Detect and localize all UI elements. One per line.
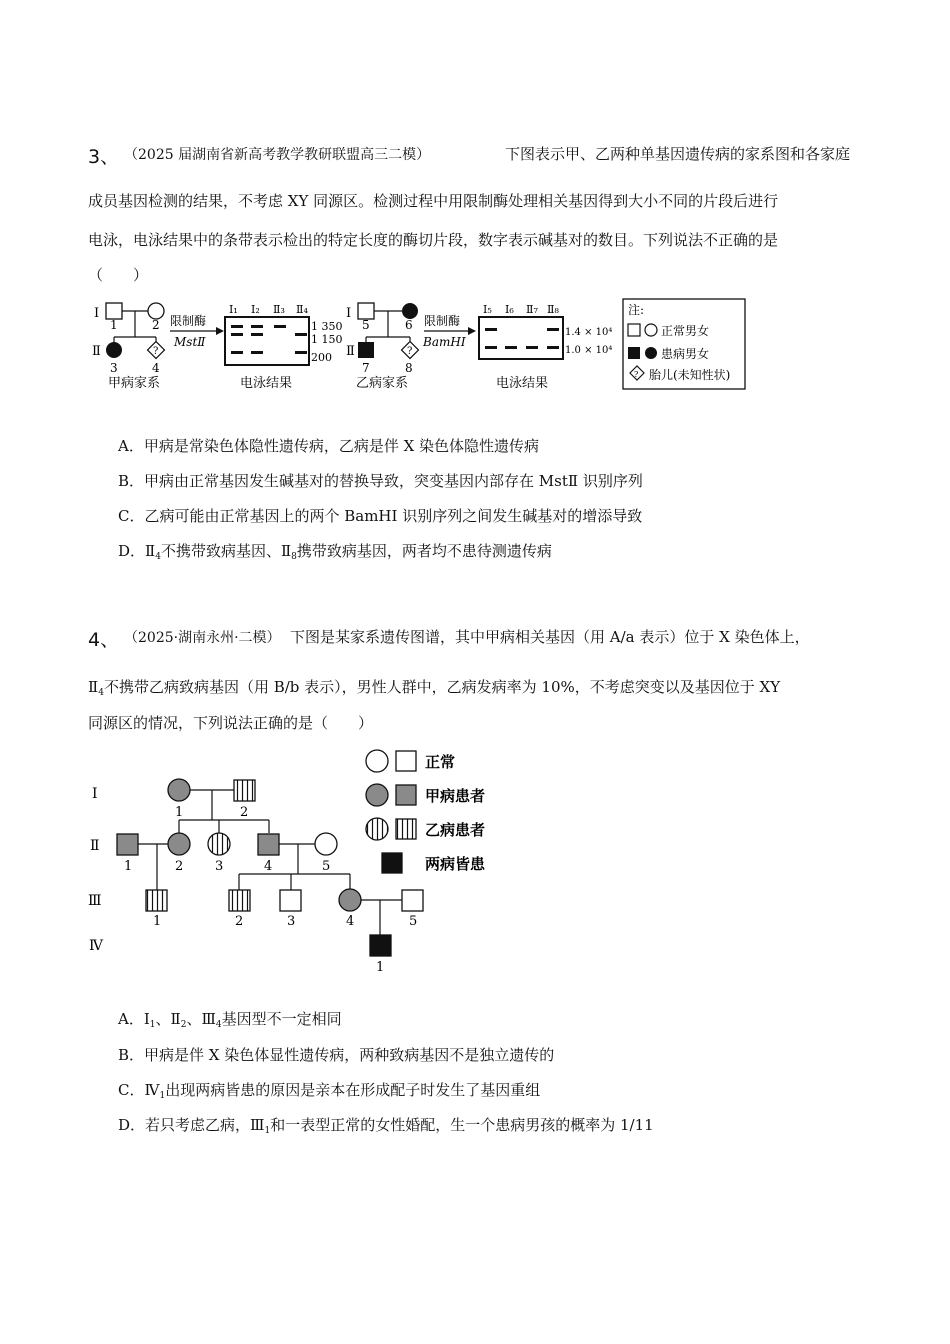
q3-label-6: 6 <box>405 318 413 332</box>
gel1-band <box>231 351 243 354</box>
gel1-caption: 电泳结果 <box>240 376 293 391</box>
q4-I2-yi-male <box>234 780 255 801</box>
q4-gen-I: Ⅰ <box>92 786 98 802</box>
gel1-band <box>251 333 263 336</box>
q3-gen-II-label: Ⅱ <box>92 344 101 359</box>
q3-option-D-sub: 4 <box>155 552 161 562</box>
q3-option-B[interactable]: B．甲病由正常基因发生碱基对的替换导致，突变基因内部存在 MstⅡ 识别序列 <box>118 472 643 490</box>
question-4-source: （2025·湖南永州·二模） <box>124 630 281 646</box>
gel1-band <box>274 325 286 328</box>
q3-label-7: 7 <box>362 361 370 375</box>
q3-option-D[interactable] <box>118 540 552 561</box>
q3-family2-gen-I: Ⅰ <box>346 306 352 321</box>
q3-pedigree-figure <box>88 295 748 395</box>
q3-family1-caption: 甲病家系 <box>108 376 161 391</box>
note-fetus: 胎儿(未知性状) <box>649 368 731 382</box>
q4-III4-jia-female <box>339 889 361 911</box>
q4-option-A-text: 、Ⅱ <box>155 1010 181 1028</box>
gel1-band <box>251 351 263 354</box>
q3-enzyme-label-2: 限制酶 <box>424 314 461 328</box>
q3-label-3: 3 <box>110 361 118 375</box>
gel2-band <box>526 346 538 349</box>
note-fetus-mark: ? <box>634 370 639 379</box>
note-affected: 患病男女 <box>661 347 710 361</box>
gel1-size-200: 200 <box>311 351 332 364</box>
question-4-line2 <box>88 676 780 697</box>
gel2-lane-8: Ⅱ₈ <box>547 303 559 316</box>
gel1-lane-4: Ⅱ₄ <box>296 303 308 316</box>
question-4-line3: 同源区的情况，下列说法正确的是（ ） <box>88 714 374 732</box>
question-3-line1: 下图表示甲、乙两种单基因遗传病的家系图和各家庭 <box>505 145 851 163</box>
q4-gen-II: Ⅱ <box>90 838 100 854</box>
q4-II4-label: 4 <box>264 859 273 874</box>
q4-III5-normal-male <box>402 890 423 911</box>
question-3-line2: 成员基因检测的结果，不考虑 XY 同源区。检测过程中用限制酶处理相关基因得到大小不同的片段后进行 <box>88 192 779 210</box>
q3-female-2 <box>148 303 164 319</box>
gel2-band <box>547 346 559 349</box>
q4-option-C[interactable] <box>118 1079 540 1100</box>
q4-IV1-label: 1 <box>376 960 385 975</box>
q4-II5-normal-female <box>315 833 337 855</box>
q3-enzyme-bamh: BamHⅠ <box>423 335 466 349</box>
q3-label-1: 1 <box>110 318 118 332</box>
gel1-size-1150: 1 150 <box>311 333 343 346</box>
q3-enzyme-mst: MstⅡ <box>174 335 206 349</box>
q4-option-A-sub: 1 <box>149 1020 156 1030</box>
gel2-lane-7: Ⅱ₇ <box>526 303 538 316</box>
gel2-lane-6: Ⅰ₆ <box>505 303 514 316</box>
q3-male-1 <box>106 303 122 319</box>
q4-III4-label: 4 <box>346 914 355 929</box>
q4-II4-jia-male <box>258 834 279 855</box>
gel1-band <box>295 333 307 336</box>
q4-I1-label: 1 <box>175 805 184 820</box>
q3-option-C[interactable]: C．乙病可能由正常基因上的两个 BamHⅠ 识别序列之间发生碱基对的增添导致 <box>118 507 643 525</box>
legend-jia: 甲病患者 <box>425 787 486 805</box>
q4-option-D-text: 和一表型正常的女性婚配，生一个患病男孩的概率为 1/11 <box>270 1116 654 1134</box>
q3-note-legend <box>623 299 745 389</box>
q3-label-2: 2 <box>152 318 160 332</box>
q4-I2-label: 2 <box>240 805 249 820</box>
q3-option-D-sub: 8 <box>291 552 297 562</box>
q3-enzyme-label-1: 限制酶 <box>170 314 207 328</box>
q3-option-D-text: 携带致病基因，两者均不患待测遗传病 <box>296 542 552 560</box>
q4-option-A-text: 基因型不一定相同 <box>221 1010 342 1028</box>
q3-male-7-affected <box>358 342 374 358</box>
q4-option-C-sub: 1 <box>159 1091 166 1101</box>
q3-gen-I-label: Ⅰ <box>94 306 100 321</box>
q3-gel-2 <box>479 303 612 391</box>
question-3-number: 3、 <box>88 146 120 168</box>
legend-yi: 乙病患者 <box>425 821 486 839</box>
q4-gen-IV: Ⅳ <box>89 938 103 954</box>
gel1-band <box>251 325 263 328</box>
q4-III5-label: 5 <box>409 914 418 929</box>
q4-option-C-text: C．Ⅳ <box>118 1081 160 1099</box>
gel1-lane-2: Ⅰ₂ <box>251 303 260 316</box>
q4-line2-sub: 4 <box>98 688 104 698</box>
gel2-size-1: 1.4 × 10⁴ <box>565 327 613 338</box>
q3-fetus-mark-8: ? <box>407 346 413 357</box>
question-4-number: 4、 <box>88 629 120 651</box>
gel2-band <box>505 346 517 349</box>
q4-IV1-both-male <box>370 935 391 956</box>
q4-legend <box>366 750 486 873</box>
q3-gel-1 <box>225 303 343 391</box>
q3-female-3-affected <box>106 342 122 358</box>
q4-option-A-text: A．I <box>118 1010 150 1028</box>
q4-III2-label: 2 <box>235 914 244 929</box>
gel2-lane-5: Ⅰ₅ <box>483 303 492 316</box>
q4-option-A-sub: 4 <box>215 1020 222 1030</box>
q4-gen-III: Ⅲ <box>88 893 102 909</box>
q4-option-A-sub: 2 <box>180 1020 187 1030</box>
legend-both: 两病皆患 <box>425 855 486 873</box>
q3-option-D-text: 不携带致病基因、Ⅱ <box>160 542 292 560</box>
q4-II3-yi-female <box>208 833 230 855</box>
gel1-lane-3: Ⅱ₃ <box>273 303 285 316</box>
gel1-lane-1: Ⅰ₁ <box>229 303 238 316</box>
q4-option-D-sub: 1 <box>264 1126 271 1136</box>
q4-I1-jia-female <box>168 779 190 801</box>
q3-female-6-affected <box>402 303 418 319</box>
q4-II3-label: 3 <box>215 859 224 874</box>
q4-line2-text: Ⅱ <box>88 678 99 696</box>
q4-option-A-text: 、Ⅲ <box>186 1010 216 1028</box>
gel2-band <box>485 346 497 349</box>
q3-label-4: 4 <box>152 361 160 375</box>
q4-option-D-text: D．若只考虑乙病，Ⅲ <box>118 1116 265 1134</box>
q4-option-C-text: 出现两病皆患的原因是亲本在形成配子时发生了基因重组 <box>165 1081 541 1099</box>
q4-III3-label: 3 <box>287 914 296 929</box>
q3-label-8: 8 <box>405 361 413 375</box>
q3-option-D-text: D．Ⅱ <box>118 542 156 560</box>
question-3-source: （2025 届湖南省新高考教学教研联盟高三二模） <box>124 147 431 163</box>
q4-III1-yi-male <box>146 890 167 911</box>
gel1-band <box>231 325 243 328</box>
note-title: 注: <box>628 303 645 317</box>
q4-II5-label: 5 <box>322 859 331 874</box>
q4-option-B[interactable]: B．甲病是伴 X 染色体显性遗传病，两种致病基因不是独立遗传的 <box>118 1046 555 1064</box>
q3-family2-gen-II: Ⅱ <box>346 344 355 359</box>
q4-pedigree-figure <box>80 740 520 980</box>
q4-II2-jia-female <box>168 833 190 855</box>
question-3-paren: （ ） <box>88 266 149 284</box>
q3-option-A[interactable]: A．甲病是常染色体隐性遗传病，乙病是伴 X 染色体隐性遗传病 <box>118 437 540 455</box>
question-4-line1: 下图是某家系遗传图谱，其中甲病相关基因（用 A/a 表示）位于 X 染色体上， <box>290 628 810 646</box>
q4-option-A[interactable] <box>118 1008 342 1029</box>
gel2-band <box>547 328 559 331</box>
gel1-size-1350: 1 350 <box>311 320 343 333</box>
q3-fetus-mark: ? <box>153 346 159 357</box>
q4-III1-label: 1 <box>153 914 162 929</box>
q4-III3-normal-male <box>280 890 301 911</box>
q4-II2-label: 2 <box>175 859 184 874</box>
legend-normal: 正常 <box>425 753 456 771</box>
q4-II1-label: 1 <box>124 859 133 874</box>
q4-III2-yi-male <box>229 890 250 911</box>
q3-label-5: 5 <box>362 318 370 332</box>
gel2-band <box>485 328 497 331</box>
q4-II1-jia-male <box>117 834 138 855</box>
gel2-size-2: 1.0 × 10⁴ <box>565 345 613 356</box>
q3-male-5 <box>358 303 374 319</box>
note-normal: 正常男女 <box>661 324 710 338</box>
q4-line2-text: 不携带乙病致病基因（用 B/b 表示），男性人群中，乙病发病率为 10%，不考虑突变以及基因位于 XY <box>103 678 781 696</box>
q3-family2-caption: 乙病家系 <box>356 376 409 391</box>
question-3-line3: 电泳，电泳结果中的条带表示检出的特定长度的酶切片段，数字表示碱基对的数目。下列说法不正确的是 <box>88 231 779 249</box>
gel1-band <box>231 333 243 336</box>
gel2-caption: 电泳结果 <box>496 376 549 391</box>
q4-option-D[interactable] <box>118 1114 654 1135</box>
gel1-band <box>295 351 307 354</box>
